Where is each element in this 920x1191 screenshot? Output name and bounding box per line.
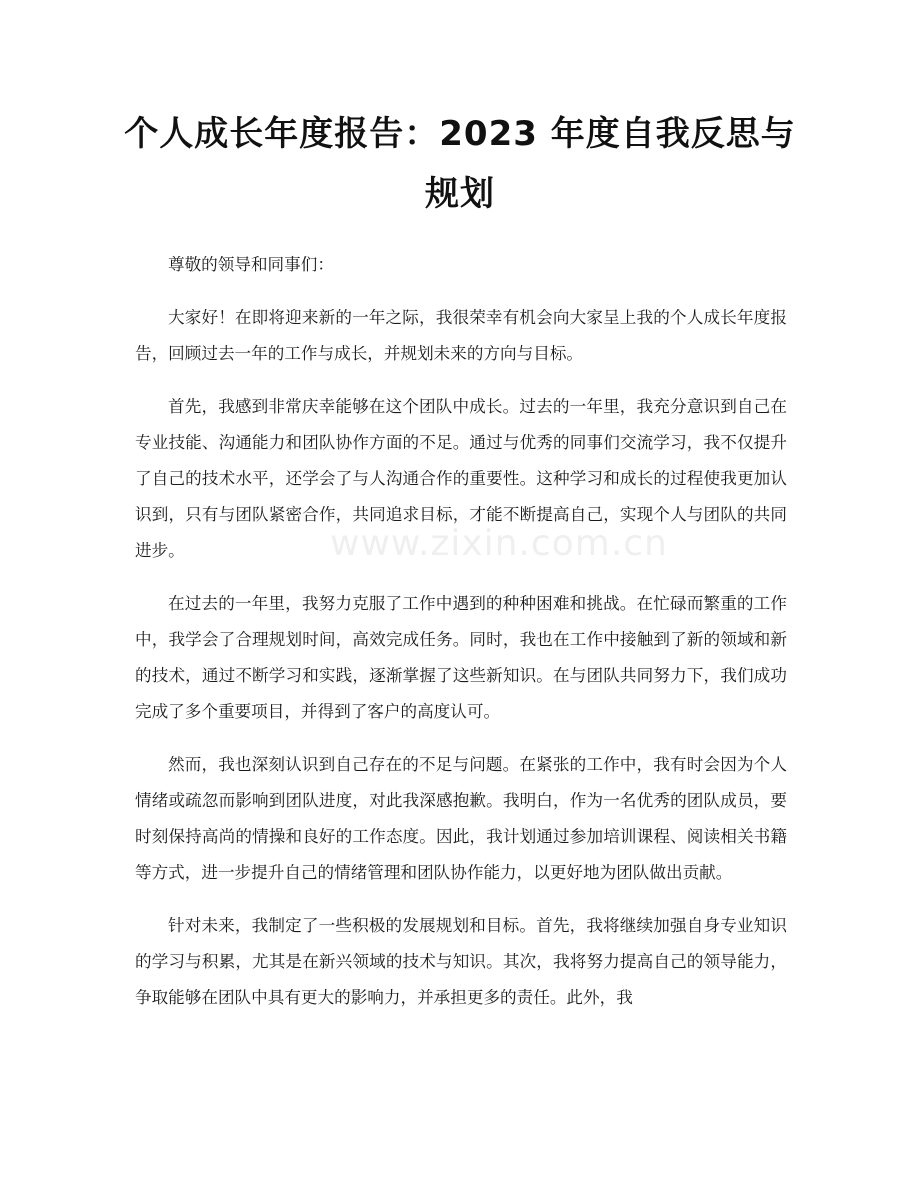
greeting-paragraph: 大家好！在即将迎来新的一年之际，我很荣幸有机会向大家呈上我的个人成长年度报告，回顾过去一年的工作与成长，并规划未来的方向与目标。 — [135, 308, 787, 363]
body-paragraph-challenges: 在过去的一年里，我努力克服了工作中遇到的种种困难和挑战。在忙碌而繁重的工作中，我学会了合理规划时间，高效完成任务。同时，我也在工作中接触到了新的领域和新的技术，通过不断学习和实践，逐渐掌握了这些新知识。在与团队共同努力下，我们成功完成了多个重要项目，并得到了客户的高度认可。 — [135, 594, 787, 721]
watermark-text: www.zixin.com.cn — [330, 523, 668, 564]
salutation-paragraph: 尊敬的领导和同事们： — [168, 255, 334, 274]
document-body — [135, 247, 787, 1033]
body-paragraph-future-plans: 针对未来，我制定了一些积极的发展规划和目标。首先，我将继续加强自身专业知识的学习与积累，尤其是在新兴领域的技术与知识。其次，我将努力提高自己的领导能力，争取能够在团队中具有更大的影响力，并承担更多的责任。此外，我 — [135, 916, 787, 1007]
body-paragraph-growth: 首先，我感到非常庆幸能够在这个团队中成长。过去的一年里，我充分意识到自己在专业技能、沟通能力和团队协作方面的不足。通过与优秀的同事们交流学习，我不仅提升了自己的技术水平，还学会了与人沟通合作的重要性。这种学习和成长的过程使我更加认识到，只有与团队紧密合作，共同追求目标，才能不断提高自己，实现个人与团队的共同进步。 — [135, 397, 787, 560]
body-paragraph-shortcomings: 然而，我也深刻认识到自己存在的不足与问题。在紧张的工作中，我有时会因为个人情绪或疏忽而影响到团队进度，对此我深感抱歉。我明白，作为一名优秀的团队成员，要时刻保持高尚的情操和良好的工作态度。因此，我计划通过参加培训课程、阅读相关书籍等方式，进一步提升自己的情绪管理和团队协作能力，以更好地为团队做出贡献。 — [135, 755, 787, 882]
document-title: 个人成长年度报告：2023 年度自我反思与规划 — [124, 114, 796, 214]
